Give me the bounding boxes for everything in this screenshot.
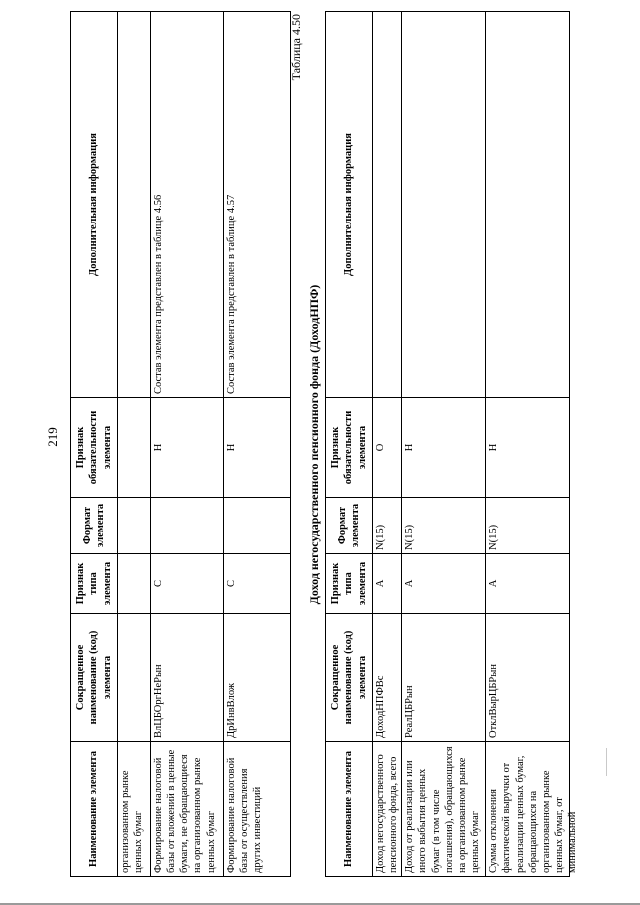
element-format-cell: N(15) bbox=[373, 498, 402, 554]
element-type-cell: А bbox=[402, 554, 486, 614]
element-format-cell: N(15) bbox=[486, 498, 570, 554]
element-required-cell: Н bbox=[151, 398, 224, 498]
column-header: Сокращенное наименование (код) элемента bbox=[326, 614, 373, 742]
element-format-cell bbox=[151, 498, 224, 554]
element-type-cell bbox=[118, 554, 151, 614]
additional-info-cell bbox=[486, 12, 570, 398]
element-type-cell: С bbox=[151, 554, 224, 614]
additional-info-cell: Состав элемента представлен в таблице 4.57 bbox=[224, 12, 291, 398]
additional-info-cell bbox=[402, 12, 486, 398]
column-header: Дополнительная информация bbox=[71, 12, 118, 398]
element-type-cell: А bbox=[373, 554, 402, 614]
element-name-cell: организованном рынке ценных бумаг bbox=[118, 742, 151, 877]
table-title: Доход негосударственного пенсионного фонда (ДоходНПФ) bbox=[307, 284, 321, 605]
column-header: Признак типа элемента bbox=[71, 554, 118, 614]
element-name-cell: Доход негосударственного пенсионного фонда, всего bbox=[373, 742, 402, 877]
table-row bbox=[118, 12, 151, 877]
element-name-cell: Формирование налоговой базы от вложений в ценные бумаги, не обращающиеся на организованном рынке ценных бумаг bbox=[151, 742, 224, 877]
element-code-cell bbox=[118, 614, 151, 742]
element-required-cell: О bbox=[373, 398, 402, 498]
element-code-cell: ДрИнвВлож bbox=[224, 614, 291, 742]
continued-elements-table bbox=[70, 12, 291, 877]
column-header: Признак типа элемента bbox=[326, 554, 373, 614]
table-row bbox=[373, 12, 402, 877]
element-name-text: Сумма отклонения фактической выручки от реализации ценных бумаг, обращающихся на организованном рынке ценных бумаг, от минимальной bbox=[488, 755, 578, 873]
scan-mark bbox=[606, 748, 607, 776]
column-header: Формат элемента bbox=[326, 498, 373, 554]
page-number: 219 bbox=[45, 427, 60, 447]
column-header: Признак обязательности элемента bbox=[71, 398, 118, 498]
table-row bbox=[224, 12, 291, 877]
table-number-label: Таблица 4.50 bbox=[289, 14, 303, 81]
column-header: Наименование элемента bbox=[326, 742, 373, 877]
table-header-row bbox=[326, 12, 373, 877]
element-required-cell: Н bbox=[486, 398, 570, 498]
element-required-cell: Н bbox=[402, 398, 486, 498]
element-type-cell: С bbox=[224, 554, 291, 614]
table-row bbox=[402, 12, 486, 877]
additional-info-cell bbox=[118, 12, 151, 398]
element-name-cell bbox=[486, 742, 578, 877]
element-code-cell: РеалЦБРын bbox=[402, 614, 486, 742]
column-header: Дополнительная информация bbox=[326, 12, 373, 398]
element-format-cell: N(15) bbox=[402, 498, 486, 554]
element-code-cell: ОтклВырЦБРын bbox=[486, 614, 570, 742]
element-code-cell: ВлЦБОргНеРын bbox=[151, 614, 224, 742]
element-name-cell: Формирование налоговой базы от осуществления других инвестиций bbox=[224, 742, 291, 877]
table-row bbox=[151, 12, 224, 877]
element-required-cell bbox=[118, 398, 151, 498]
npf-income-table bbox=[325, 12, 578, 877]
column-header: Формат элемента bbox=[71, 498, 118, 554]
element-name-cell: Доход от реализации или иного выбытия ценных бумаг (в том числе погашения), обращающихся на организованном рынке ценных бумаг bbox=[402, 742, 486, 877]
additional-info-cell: Состав элемента представлен в таблице 4.56 bbox=[151, 12, 224, 398]
element-type-cell: А bbox=[486, 554, 570, 614]
table-caption bbox=[287, 12, 324, 877]
table-header-row bbox=[71, 12, 118, 877]
column-header: Сокращенное наименование (код) элемента bbox=[71, 614, 118, 742]
additional-info-cell bbox=[373, 12, 402, 398]
column-header: Признак обязательности элемента bbox=[326, 398, 373, 498]
element-format-cell bbox=[224, 498, 291, 554]
element-code-cell: ДоходНПФВс bbox=[373, 614, 402, 742]
table-row bbox=[486, 12, 570, 877]
element-required-cell: Н bbox=[224, 398, 291, 498]
column-header: Наименование элемента bbox=[71, 742, 118, 877]
element-format-cell bbox=[118, 498, 151, 554]
